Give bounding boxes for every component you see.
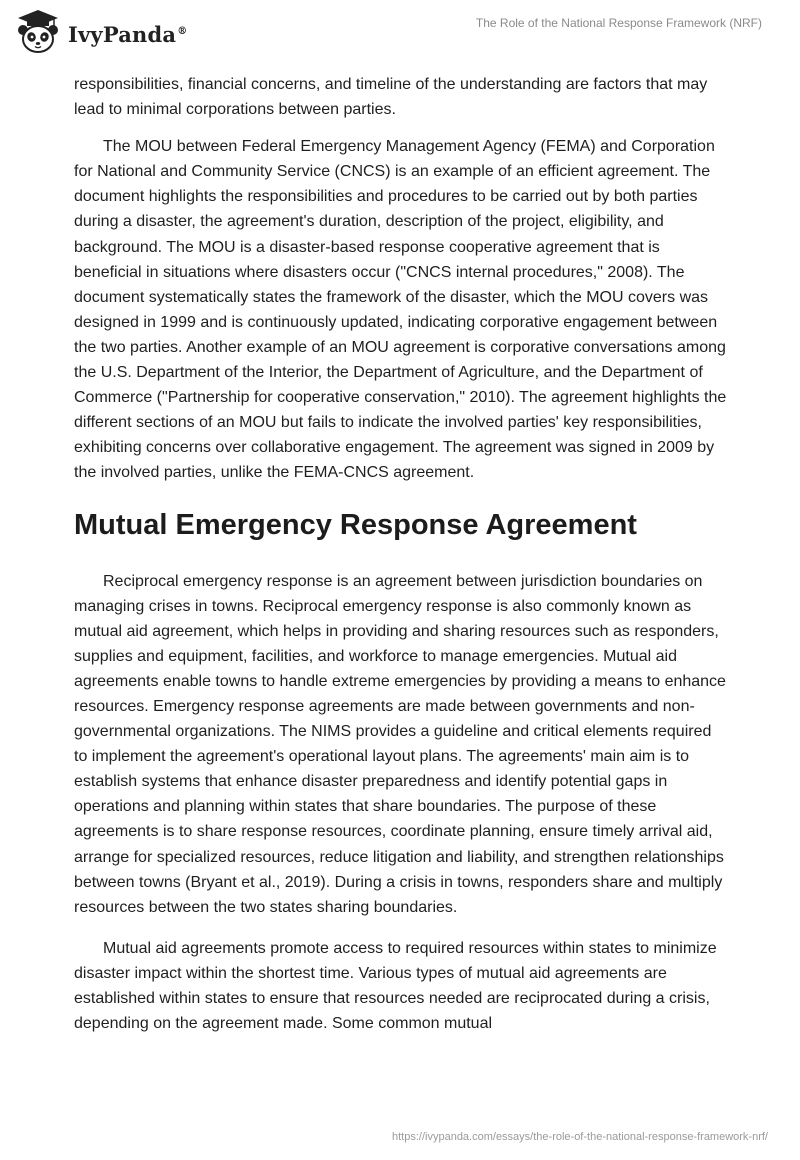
paragraph-reciprocal-response: Reciprocal emergency response is an agreement between jurisdiction boundaries on managing crises in towns. Reciprocal emergency response is also commonly known as mutual aid agreement, which helps in providing and sharing resources such as responders, supplies and equipment, facilities, and workforce to manage emergencies. Mutual aid agreements enable towns to handle extreme emergencies by providing a means to enhance resources. Emergency response agreements are made between governments and non-governmental organizations. The NIMS provides a guideline and critical elements required to implement the agreement's operational layout plans. The agreements' main aim is to establish systems that enhance disaster preparedness and identify potential gaps in operations and planning within states that share boundaries. The purpose of these agreements is to share response resources, coordinate planning, ensure timely arrival aid, arrange for specialized resources, reduce litigation and liability, and strengthen relationships between towns (Bryant et al., 2019). During a crisis in towns, responders share and multiply resources between the two states sharing boundaries.: [74, 572, 726, 916]
page-header: [0, 0, 800, 62]
brand-name: IvyPanda®: [68, 21, 188, 47]
paragraph-mutual-aid: Mutual aid agreements promote access to required resources within states to minimize disaster impact within the shortest time. Various types of mutual aid agreements are established within states to ensure that resources needed are reciprocated during a crisis, depending on the agreement made. Some common mutual: [74, 939, 717, 1033]
paragraph-mou-examples: The MOU between Federal Emergency Management Agency (FEMA) and Corporation for National and Community Service (CNCS) is an example of an efficient agreement. The document highlights the responsibilities and procedures to be carried out by both parties during a disaster, the agreement's duration, description of the project, eligibility, and background. The MOU is a disaster-based response cooperative agreement that is beneficial in situations where disasters occur ("CNCS internal procedures," 2008). The document systematically states the framework of the disaster, which the MOU covers was designed in 1999 and is continuously updated, indicating corporative engagement between the two parties. Another example of an MOU agreement is corporative conversations among the U.S. Department of the Interior, the Department of Agriculture, and the Department of Commerce ("Partnership for cooperative conservation," 2010). The agreement highlights the different sections of an MOU but fails to indicate the involved parties' key responsibilities, exhibiting concerns over collaborative engagement. The agreement was signed in 2009 by the involved parties, unlike the FEMA-CNCS agreement.: [74, 138, 727, 482]
panda-graduate-icon: [14, 8, 62, 56]
paragraph-continued: responsibilities, financial concerns, and timeline of the understanding are factors that may lead to minimal corporations between parties.: [74, 76, 708, 119]
section-heading: Mutual Emergency Response Agreement: [74, 508, 637, 541]
article-body: [74, 72, 729, 1052]
brand-logo[interactable]: [14, 8, 187, 56]
source-url[interactable]: https://ivypanda.com/essays/the-role-of-the-national-response-framework-nrf/: [392, 1131, 768, 1143]
document-title: The Role of the National Response Framework (NRF): [475, 16, 762, 30]
